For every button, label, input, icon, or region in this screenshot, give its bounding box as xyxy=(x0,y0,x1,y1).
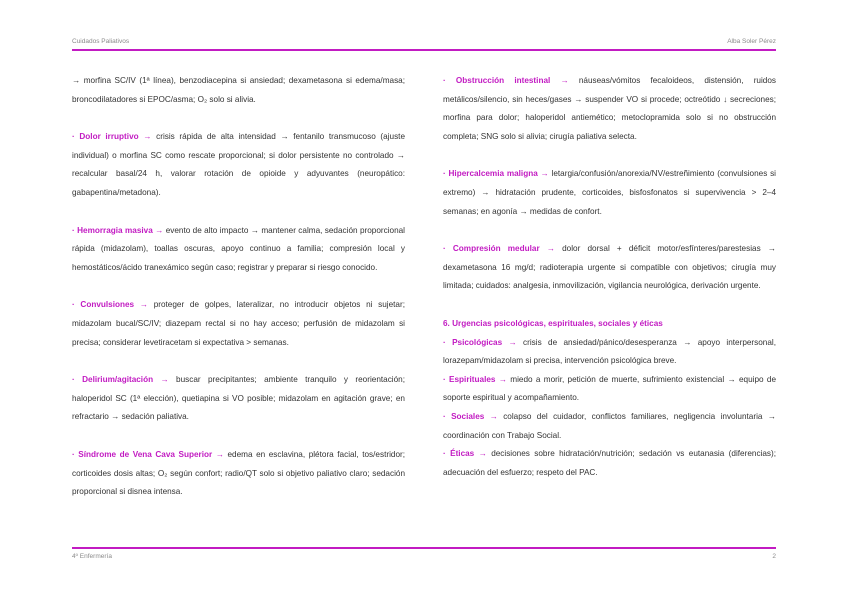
item-label: · Psicológicas → xyxy=(443,337,517,347)
footer-course: 4º Enfermería xyxy=(72,553,112,560)
paragraph-vena-cava xyxy=(72,446,405,502)
item-text: crisis de ansiedad/pánico/desesperanza → apoyo interpersonal, lorazepam/midazolam si precisa, intervención psicológica breve. xyxy=(443,337,776,366)
paragraph-text: proteger de golpes, lateralizar, no introducir objetos ni sujetar; midazolam bucal/SC/IV; diazepam rectal si no hay acceso; perfusión de midazolam si precisa; considerar levetiracetam si expectativa > semanas. xyxy=(72,300,405,347)
page-number: 2 xyxy=(772,553,776,560)
header-title: Cuidados Paliativos xyxy=(72,38,130,45)
paragraph-text: → morfina SC/IV (1ª línea), benzodiacepina si ansiedad; dexametasona si edema/masa; broncodilatadores si EPOC/asma; O₂ solo si alivia. xyxy=(72,76,405,104)
paragraph-delirium xyxy=(72,371,405,427)
paragraph-label: · Dolor irruptivo → xyxy=(72,132,152,142)
footer-rule xyxy=(72,547,776,549)
paragraph-text: náuseas/vómitos fecaloideos, distensión, ruidos metálicos/silencio, sin heces/gases → suspender VO si procede; octreótido ↓ secreciones; morfina para dolor; haloperidol antiemético; metoclopramida solo si no obstrucción completa; SNG solo si alivia; cirugía paliativa selecta. xyxy=(443,76,776,141)
paragraph-disnea xyxy=(72,72,405,109)
item-label: · Espirituales → xyxy=(443,374,507,384)
paragraph-text: evento de alto impacto → mantener calma, sedación proporcional rápida (midazolam), toallas oscuras, apoyo continuo a familia; compresión local y hemostáticos/ácido tranexámico según caso; registrar y preparar si riesgo conocido. xyxy=(72,225,405,272)
item-label: · Sociales → xyxy=(443,411,498,421)
item-eticas xyxy=(443,445,776,482)
paragraph-label: · Compresión medular → xyxy=(443,244,555,254)
header-rule xyxy=(72,49,776,51)
item-text: miedo a morir, petición de muerte, sufrimiento existencial → equipo de soporte espiritual y acompañamiento. xyxy=(443,374,776,403)
item-psicologicas xyxy=(443,334,776,371)
paragraph-label: · Hipercalcemia maligna → xyxy=(443,169,549,179)
paragraph-label: · Convulsiones → xyxy=(72,300,148,310)
paragraph-hipercalcemia xyxy=(443,165,776,221)
paragraph-text: edema en esclavina, plétora facial, tos/estridor; corticoides dosis altas; O₂ según confort; radio/QT solo si objetivo paliativo claro; sedación proporcional si disnea intensa. xyxy=(72,449,405,497)
paragraph-label: · Hemorragia masiva → xyxy=(72,225,164,235)
paragraph-label: · Obstrucción intestinal → xyxy=(443,76,569,85)
right-column xyxy=(443,72,776,482)
paragraph-text: crisis rápida de alta intensidad → fentanilo transmucoso (ajuste individual) o morfina SC como rescate proporcional; si dolor persistente no controlado → recalcular basal/24 h, valorar rotación de opioide y adyuvantes (neuropático: gabapentina/metadona). xyxy=(72,132,405,197)
paragraph-text: buscar precipitantes; ambiente tranquilo y reorientación; haloperidol SC (1ª elección), quetiapina si VO posible; midazolam en agitación grave; en refractario → sedación paliativa. xyxy=(72,375,405,422)
item-text: decisiones sobre hidratación/nutrición; sedación vs eutanasia (diferencias); adecuación del esfuerzo; respeto del PAC. xyxy=(443,449,776,477)
left-column xyxy=(72,72,405,502)
section-heading: 6. Urgencias psicológicas, espirituales, sociales y éticas xyxy=(443,318,663,328)
paragraph-dolor-irruptivo xyxy=(72,128,405,202)
paragraph-text: letargia/confusión/anorexia/NV/estreñimiento (convulsiones si extremo) → hidratación prudente, corticoides, bisfosfonatos si supervivencia > 2–4 semanas; en agonía → medidas de confort. xyxy=(443,169,776,216)
paragraph-convulsiones xyxy=(72,296,405,352)
paragraph-label: · Delirium/agitación → xyxy=(72,375,169,385)
item-text: colapso del cuidador, conflictos familiares, negligencia involuntaria → coordinación con Trabajo Social. xyxy=(443,411,776,440)
paragraph-label: · Síndrome de Vena Cava Superior → xyxy=(72,449,224,459)
paragraph-text: dolor dorsal + déficit motor/esfínteres/parestesias → dexametasona 16 mg/d; radioterapia urgente si compatible con objetivos; cirugía muy limitada; cuidados: analgesia, inmovilización, vigilancia neurológica, derivación urgente. xyxy=(443,244,776,291)
item-espirituales xyxy=(443,371,776,408)
item-sociales xyxy=(443,408,776,445)
header-author: Alba Soler Pérez xyxy=(727,38,776,45)
paragraph-compresion xyxy=(443,240,776,296)
item-label: · Éticas → xyxy=(443,449,487,459)
paragraph-obstruccion xyxy=(443,72,776,146)
paragraph-hemorragia xyxy=(72,222,405,278)
